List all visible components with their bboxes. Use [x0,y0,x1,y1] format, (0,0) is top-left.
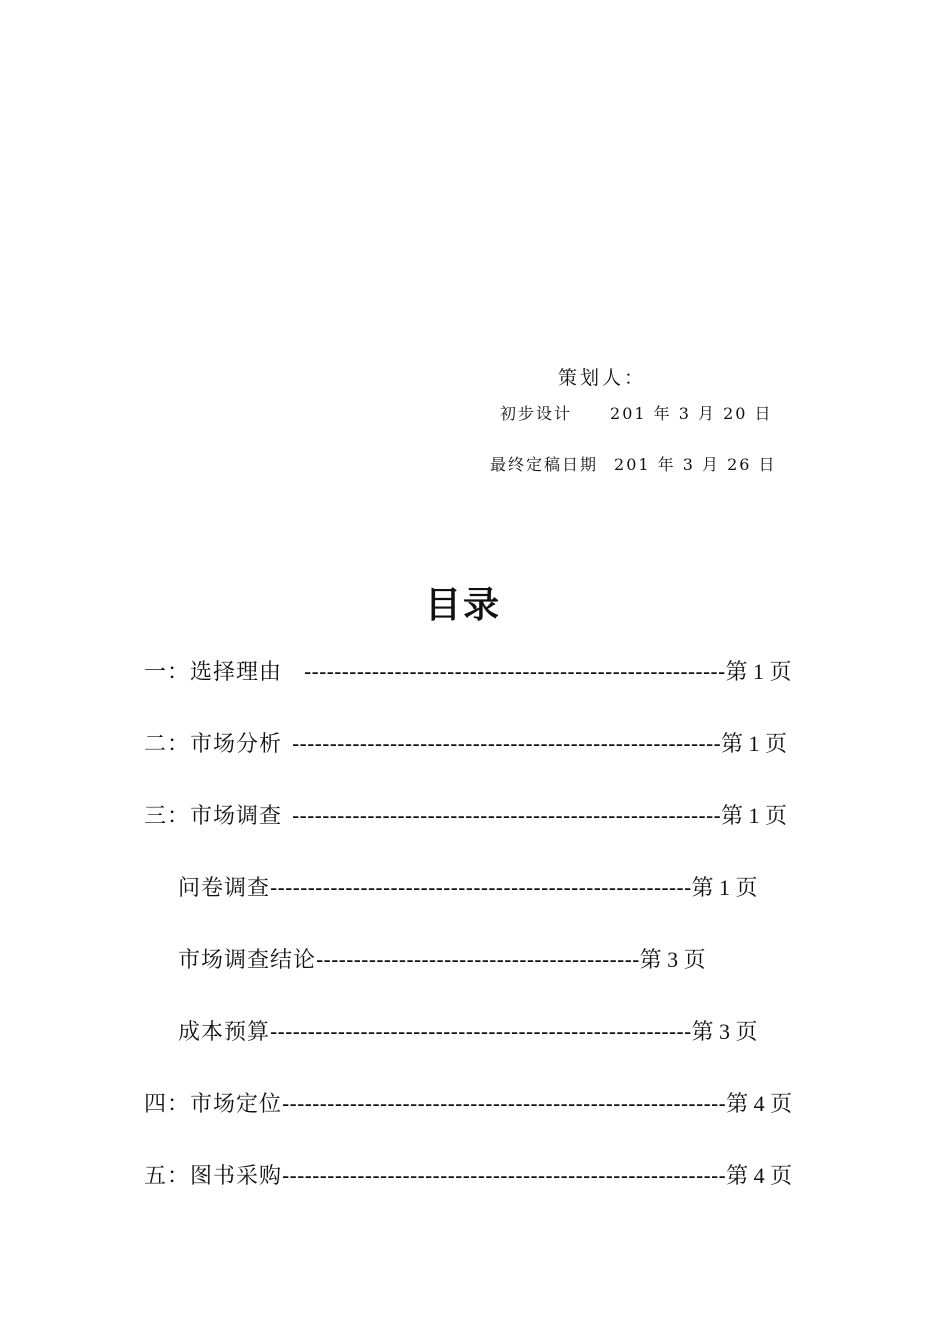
toc-item-label: 三：市场调查 [144,804,283,829]
toc-item [144,1159,792,1190]
initial-design-date: 201 年 3 月 20 日 [610,404,773,423]
toc-item-page: 第 4 页 [726,1091,793,1116]
toc-item-page: 第 1 页 [725,659,792,684]
initial-design-label: 初步设计 [500,404,573,423]
toc-item-leader: -------------------------------------------------------- [304,659,726,684]
toc-item [144,655,792,686]
toc-item-leader: ----------------------------------------------------------- [282,1091,727,1116]
final-date: 201 年 3 月 26 日 [614,455,777,474]
toc-item-label: 五：图书采购 [144,1164,283,1189]
toc-item-page: 第 1 页 [721,731,788,756]
toc-title: 目录 [424,584,501,626]
toc-item-leader: -------------------------------------------------------- [270,1019,692,1044]
toc-item-leader: ------------------------------------------- [316,947,640,972]
toc-item-leader: ----------------------------------------------------------- [282,1163,727,1188]
toc-subitem [178,1015,758,1046]
toc-item-leader: --------------------------------------------------------- [292,731,722,756]
planner-label: 策划人： [558,367,647,389]
toc-item-label: 成本预算 [178,1020,271,1045]
toc-item-label: 一：选择理由 [144,660,283,685]
toc-item [144,727,787,758]
toc-item-page: 第 4 页 [726,1163,793,1188]
toc-item-label: 问卷调查 [178,876,271,901]
toc-item-page: 第 3 页 [691,1019,758,1044]
toc-item [144,799,787,830]
toc-item-label: 二：市场分析 [144,732,283,757]
toc-item-leader: --------------------------------------------------------- [292,803,722,828]
toc-item-page: 第 1 页 [721,803,788,828]
final-date-row [490,452,777,475]
toc-item [144,1087,792,1118]
toc-subitem [178,871,758,902]
toc-item-leader: -------------------------------------------------------- [270,875,692,900]
toc-item-page: 第 3 页 [639,947,706,972]
final-date-label: 最终定稿日期 [490,455,599,474]
toc-item-page: 第 1 页 [691,875,758,900]
toc-subitem [178,943,706,974]
toc-item-label: 四：市场定位 [144,1092,283,1117]
toc-item-label: 市场调查结论 [178,948,317,973]
initial-design-row [500,401,773,424]
